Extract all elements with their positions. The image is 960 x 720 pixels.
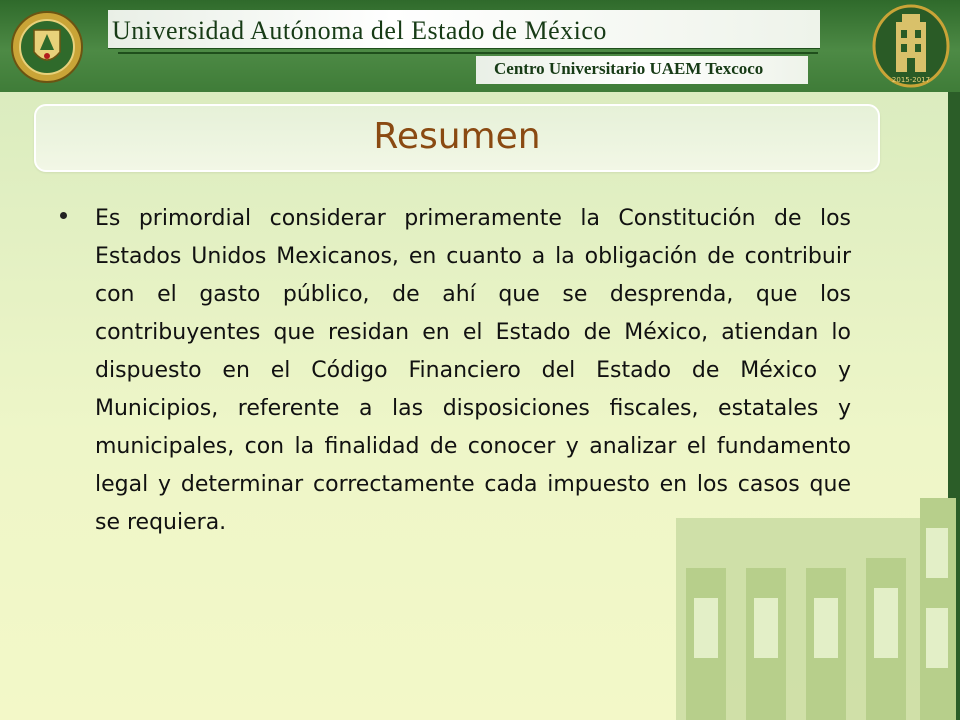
campus-name: Centro Universitario UAEM Texcoco [494, 59, 764, 78]
header-band [0, 0, 960, 94]
slide-title: Resumen [373, 116, 541, 157]
slide-title-box [34, 104, 880, 172]
bullet-dot-icon [60, 212, 67, 219]
emblem-year: 2015-2017 [891, 76, 931, 84]
bullet-paragraph: Es primordial considerar primeramente la Constitución de los Estados Unidos Mexicanos, en cuanto a la obligación de contribuir con el gasto público, de ahí que se desprenda, que los contribuyentes que residan en el Estado de México, atiendan lo dispuesto en el Código Financiero del Estado de México y Municipios, referente a las disposiciones fiscales, estatales y municipales, con la finalidad de conocer y analizar el fundamento legal y determinar correctamente cada impuesto en los casos que se requiera. [95, 206, 851, 535]
university-name: Universidad Autónoma del Estado de México [112, 16, 607, 45]
tower-emblem-icon [872, 4, 950, 88]
header-rule [118, 52, 818, 54]
uaem-shield-icon [10, 10, 84, 84]
